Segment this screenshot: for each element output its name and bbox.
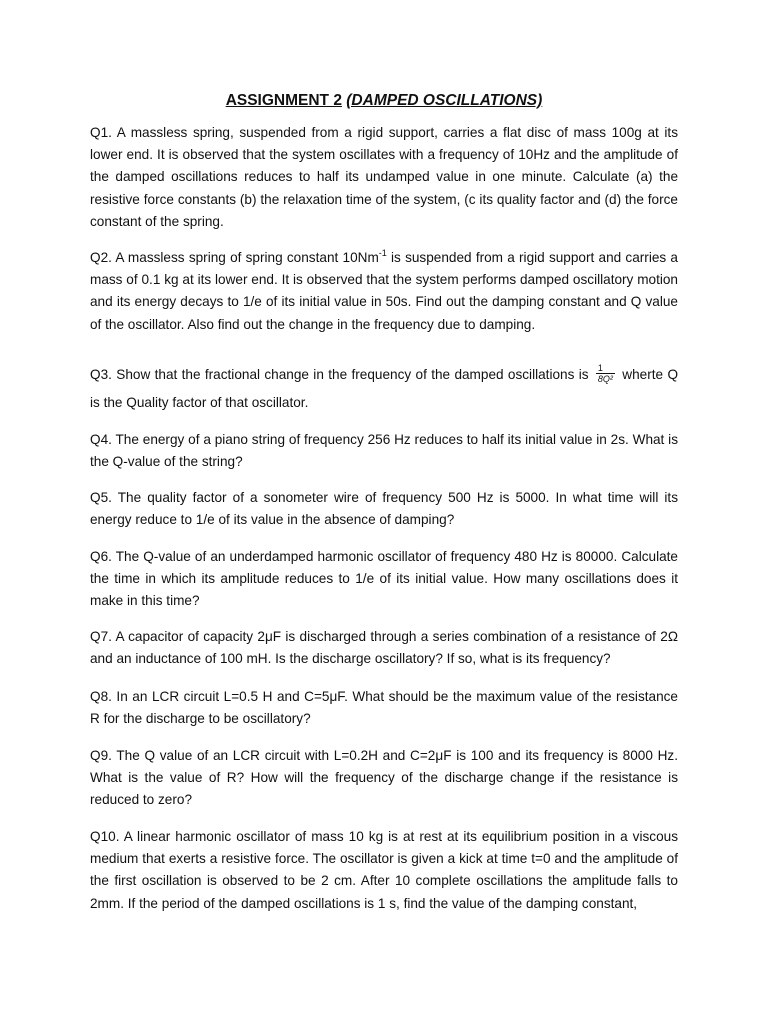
page-title bbox=[0, 92, 768, 110]
question-3: Q3. Show that the fractional change in the frequency of the damped oscillations is $\frac{1}{\text{8Q²}}$ wherte Q is the Quality factor of that oscillator. bbox=[90, 362, 679, 410]
question-2: Q2. A massless spring of spring constant $10Nm^{-1}$ is suspended from a rigid support and carries a mass of 0.1 kg at its lower end. It is observed that the system performs damped oscillatory motion and its energy decays to 1/e of its initial value in 50s. Find out the damping constant and Q value of the oscillator. Also find out the change in the frequency due to damping. bbox=[90, 248, 678, 332]
question-6: Q6. The Q-value of an underdamped harmonic oscillator of frequency 480 Hz is 80000. Calculate the time in which its amplitude reduces to 1/e of its initial value. How many oscillations does it make in this time? bbox=[90, 549, 678, 609]
question-8: Q8. In an LCR circuit L=0.5 H and C=5μF. What should be the maximum value of the resistance R for the discharge to be oscillatory? bbox=[90, 689, 678, 727]
question-7: Q7. A capacitor of capacity 2μF is discharged through a series combination of a resistance of 2Ω and an inductance of 100 mH. Is the discharge oscillatory? If so, what is its frequency? bbox=[90, 629, 678, 667]
title-subtitle: (DAMPED OSCILLATIONS) bbox=[346, 92, 543, 109]
question-5: Q5. The quality factor of a sonometer wire of frequency 500 Hz is 5000. In what time will its energy reduce to 1/e of its value in the absence of damping? bbox=[90, 490, 678, 528]
question-4: Q4. The energy of a piano string of frequency 256 Hz reduces to half its initial value in 2s. What is the Q-value of the string? bbox=[90, 432, 678, 470]
question-10: Q10. A linear harmonic oscillator of mass 10 kg is at rest at its equilibrium position in a viscous medium that exerts a resistive force. The oscillator is given a kick at time t=0 and the amplitude of the first oscillation is observed to be 2 cm. After 10 complete oscillations the amplitude falls to 2mm. If the period of the damped oscillations is 1 s, find the value of the damping constant, bbox=[90, 829, 678, 911]
fraction-1-over-8q2: $\frac{1}{\text{8Q²}}$ bbox=[597, 362, 613, 384]
title-main: ASSIGNMENT 2 bbox=[225, 92, 342, 109]
question-9: Q9. The Q value of an LCR circuit with L=0.2H and C=2μF is 100 and its frequency is 8000 Hz. What is the value of R? How will the frequency of the discharge change if the resistance is reduced to zero? bbox=[90, 748, 678, 808]
superscript-exponent: -1 bbox=[378, 248, 387, 258]
question-1: Q1. A massless spring, suspended from a rigid support, carries a flat disc of mass 100g at its lower end. It is observed that the system oscillates with a frequency of 10Hz and the amplitude of the damped oscillations reduces to half its undamped value in one minute. Calculate (a) the resistive force constants (b) the relaxation time of the system, (c its quality factor and (d) the force constant of the spring. bbox=[90, 125, 678, 229]
